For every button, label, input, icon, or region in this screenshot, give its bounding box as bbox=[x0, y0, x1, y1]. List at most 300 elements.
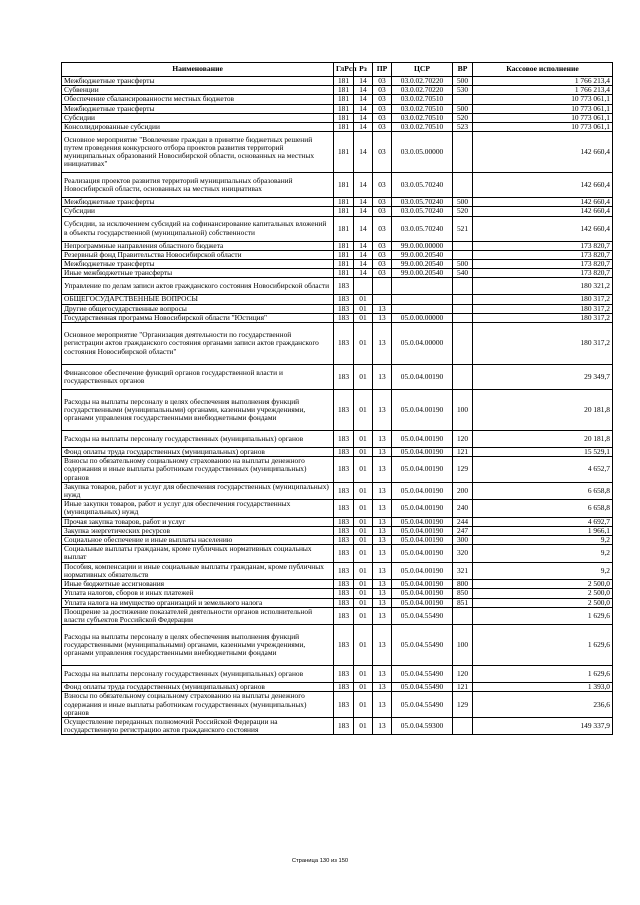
row-rz: 01 bbox=[354, 580, 373, 589]
col-header-rz: Рз bbox=[354, 63, 373, 77]
col-header-name: Наименование bbox=[62, 63, 334, 77]
row-vr: 521 bbox=[453, 216, 473, 241]
row-grs: 183 bbox=[334, 517, 354, 526]
row-amount: 15 529,1 bbox=[473, 448, 613, 457]
row-name: Реализация проектов развития территорий муниципальных образований Новосибирской области, основанных на местных инициативах bbox=[62, 173, 334, 198]
row-name: Взносы по обязательному социальному страхованию на выплаты денежного содержания и иные выплаты работникам государственных (муниципальных) органов bbox=[62, 457, 334, 483]
row-vr bbox=[453, 313, 473, 322]
row-vr: 120 bbox=[453, 431, 473, 448]
row-name: Межбюджетные трансферты bbox=[62, 104, 334, 113]
row-csr: 05.0.04.00190 bbox=[392, 589, 453, 598]
row-vr: 320 bbox=[453, 545, 473, 562]
row-amount: 6 658,8 bbox=[473, 482, 613, 499]
table-row bbox=[62, 304, 613, 313]
row-name: Иные межбюджетные трансферты bbox=[62, 269, 334, 278]
table-row bbox=[62, 717, 613, 734]
row-vr: 850 bbox=[453, 589, 473, 598]
row-csr: 05.0.04.00190 bbox=[392, 431, 453, 448]
page-number: Страница 130 из 150 bbox=[291, 858, 349, 864]
table-row bbox=[62, 77, 613, 86]
table-row bbox=[62, 517, 613, 526]
row-vr: 500 bbox=[453, 77, 473, 86]
row-name: Расходы на выплаты персоналу в целях обеспечения выполнения функций государственными (муниципальными) органами, казенными учреждениями, органами управления государственными внебюджетными фондами bbox=[62, 625, 334, 666]
table-row bbox=[62, 589, 613, 598]
row-amount: 9,2 bbox=[473, 545, 613, 562]
row-pr: 13 bbox=[373, 692, 392, 718]
row-rz: 14 bbox=[354, 123, 373, 132]
row-vr bbox=[453, 323, 473, 365]
table-row bbox=[62, 95, 613, 104]
row-csr: 05.0.04.00190 bbox=[392, 580, 453, 589]
col-header-grs: ГлРсп bbox=[334, 63, 354, 77]
row-rz: 14 bbox=[354, 132, 373, 173]
row-csr: 05.0.04.00190 bbox=[392, 598, 453, 607]
row-grs: 183 bbox=[334, 666, 354, 683]
row-grs: 181 bbox=[334, 104, 354, 113]
row-rz: 14 bbox=[354, 260, 373, 269]
row-rz: 14 bbox=[354, 104, 373, 113]
row-csr: 05.0.04.59300 bbox=[392, 717, 453, 734]
row-grs: 181 bbox=[334, 86, 354, 95]
row-vr bbox=[453, 132, 473, 173]
row-name: Субсидии bbox=[62, 113, 334, 122]
row-csr: 05.0.04.55490 bbox=[392, 666, 453, 683]
row-pr: 03 bbox=[373, 132, 392, 173]
table-row bbox=[62, 390, 613, 431]
row-rz: 01 bbox=[354, 562, 373, 579]
row-csr: 05.0.04.00190 bbox=[392, 517, 453, 526]
row-grs: 181 bbox=[334, 95, 354, 104]
row-csr: 05.0.04.55490 bbox=[392, 625, 453, 666]
row-pr: 03 bbox=[373, 216, 392, 241]
row-amount: 1 629,6 bbox=[473, 666, 613, 683]
row-rz: 14 bbox=[354, 198, 373, 207]
table-row bbox=[62, 607, 613, 624]
row-csr: 05.0.04.55490 bbox=[392, 683, 453, 692]
table-row bbox=[62, 365, 613, 390]
row-pr: 13 bbox=[373, 589, 392, 598]
row-csr: 03.0.05.70240 bbox=[392, 173, 453, 198]
row-rz: 14 bbox=[354, 207, 373, 216]
row-amount: 142 660,4 bbox=[473, 132, 613, 173]
row-amount: 173 820,7 bbox=[473, 250, 613, 259]
table-row bbox=[62, 104, 613, 113]
row-csr: 05.0.04.00190 bbox=[392, 448, 453, 457]
row-vr: 121 bbox=[453, 683, 473, 692]
row-name: Уплата налогов, сборов и иных платежей bbox=[62, 589, 334, 598]
row-vr: 523 bbox=[453, 123, 473, 132]
row-pr bbox=[373, 295, 392, 304]
row-name: Резервный фонд Правительства Новосибирской области bbox=[62, 250, 334, 259]
row-amount: 180 317,2 bbox=[473, 295, 613, 304]
row-rz: 01 bbox=[354, 500, 373, 517]
row-amount: 180 317,2 bbox=[473, 304, 613, 313]
table-row bbox=[62, 482, 613, 499]
table-row bbox=[62, 500, 613, 517]
row-name: Иные бюджетные ассигнования bbox=[62, 580, 334, 589]
row-rz: 01 bbox=[354, 545, 373, 562]
row-amount: 1 766 213,4 bbox=[473, 86, 613, 95]
row-name: Обеспечение сбалансированности местных бюджетов bbox=[62, 95, 334, 104]
row-pr: 03 bbox=[373, 77, 392, 86]
row-grs: 183 bbox=[334, 431, 354, 448]
row-amount: 6 658,8 bbox=[473, 500, 613, 517]
table-row bbox=[62, 323, 613, 365]
row-pr: 13 bbox=[373, 517, 392, 526]
row-vr bbox=[453, 95, 473, 104]
row-csr: 05.0.04.00190 bbox=[392, 457, 453, 483]
row-pr: 13 bbox=[373, 304, 392, 313]
row-csr: 03.0.05.70240 bbox=[392, 207, 453, 216]
row-rz: 14 bbox=[354, 173, 373, 198]
row-pr: 13 bbox=[373, 666, 392, 683]
row-name: Прочая закупка товаров, работ и услуг bbox=[62, 517, 334, 526]
row-csr: 05.0.04.00190 bbox=[392, 500, 453, 517]
row-rz: 14 bbox=[354, 95, 373, 104]
col-header-pr: ПР bbox=[373, 63, 392, 77]
row-rz: 14 bbox=[354, 113, 373, 122]
row-name: Фонд оплаты труда государственных (муниципальных) органов bbox=[62, 683, 334, 692]
row-name: Основное мероприятие "Организация деятельности по государственной регистрации актов гражданского состояния органами записи актов гражданского состояния Новосибирской области" bbox=[62, 323, 334, 365]
row-name: Межбюджетные трансферты bbox=[62, 260, 334, 269]
row-csr: 05.0.04.00190 bbox=[392, 536, 453, 545]
row-vr: 100 bbox=[453, 390, 473, 431]
row-grs: 183 bbox=[334, 625, 354, 666]
row-vr: 500 bbox=[453, 260, 473, 269]
row-csr: 99.0.00.00000 bbox=[392, 241, 453, 250]
row-name: ОБЩЕГОСУДАРСТВЕННЫЕ ВОПРОСЫ bbox=[62, 295, 334, 304]
row-name: Закупка товаров, работ и услуг для обеспечения государственных (муниципальных) нужд bbox=[62, 482, 334, 499]
row-vr: 100 bbox=[453, 625, 473, 666]
row-rz: 14 bbox=[354, 77, 373, 86]
row-pr: 13 bbox=[373, 625, 392, 666]
row-amount: 142 660,4 bbox=[473, 216, 613, 241]
row-name: Другие общегосударственные вопросы bbox=[62, 304, 334, 313]
row-pr: 13 bbox=[373, 717, 392, 734]
row-csr bbox=[392, 278, 453, 295]
row-vr: 129 bbox=[453, 692, 473, 718]
row-grs: 181 bbox=[334, 207, 354, 216]
row-grs: 183 bbox=[334, 323, 354, 365]
row-amount: 1 629,6 bbox=[473, 625, 613, 666]
row-rz: 14 bbox=[354, 269, 373, 278]
budget-execution-table bbox=[61, 62, 613, 735]
table-row bbox=[62, 132, 613, 173]
row-grs: 183 bbox=[334, 607, 354, 624]
table-row bbox=[62, 207, 613, 216]
row-csr: 05.0.04.55490 bbox=[392, 607, 453, 624]
row-pr: 03 bbox=[373, 173, 392, 198]
row-grs: 183 bbox=[334, 598, 354, 607]
row-amount: 10 773 061,1 bbox=[473, 113, 613, 122]
row-rz: 01 bbox=[354, 365, 373, 390]
row-csr: 05.0.00.00000 bbox=[392, 313, 453, 322]
table-row bbox=[62, 216, 613, 241]
col-header-vr: ВР bbox=[453, 63, 473, 77]
row-grs: 183 bbox=[334, 500, 354, 517]
row-grs: 181 bbox=[334, 77, 354, 86]
row-name: Непрограммные направления областного бюджета bbox=[62, 241, 334, 250]
row-amount: 10 773 061,1 bbox=[473, 104, 613, 113]
row-rz: 14 bbox=[354, 86, 373, 95]
row-pr: 13 bbox=[373, 457, 392, 483]
row-csr: 03.0.05.00000 bbox=[392, 132, 453, 173]
row-amount: 142 660,4 bbox=[473, 198, 613, 207]
row-grs: 181 bbox=[334, 216, 354, 241]
row-rz: 01 bbox=[354, 717, 373, 734]
row-csr: 03.0.05.70240 bbox=[392, 198, 453, 207]
row-rz: 01 bbox=[354, 683, 373, 692]
row-amount: 10 773 061,1 bbox=[473, 123, 613, 132]
row-vr bbox=[453, 717, 473, 734]
row-vr bbox=[453, 173, 473, 198]
row-grs: 181 bbox=[334, 132, 354, 173]
row-grs: 183 bbox=[334, 692, 354, 718]
row-grs: 181 bbox=[334, 198, 354, 207]
row-name: Взносы по обязательному социальному страхованию на выплаты денежного содержания и иные выплаты работникам государственных (муниципальных) органов bbox=[62, 692, 334, 718]
row-pr: 13 bbox=[373, 500, 392, 517]
row-vr bbox=[453, 304, 473, 313]
row-rz: 01 bbox=[354, 536, 373, 545]
row-pr: 03 bbox=[373, 207, 392, 216]
row-vr: 247 bbox=[453, 526, 473, 535]
row-name: Поощрение за достижение показателей деятельности органов исполнительной власти субъектов Российской Федерации bbox=[62, 607, 334, 624]
table-row bbox=[62, 666, 613, 683]
row-csr: 05.0.04.00000 bbox=[392, 323, 453, 365]
row-csr: 99.0.00.20540 bbox=[392, 269, 453, 278]
row-pr: 13 bbox=[373, 431, 392, 448]
table-row bbox=[62, 598, 613, 607]
table-row bbox=[62, 545, 613, 562]
row-vr: 520 bbox=[453, 207, 473, 216]
row-rz: 01 bbox=[354, 598, 373, 607]
row-name: Субвенции bbox=[62, 86, 334, 95]
row-csr: 99.0.00.20540 bbox=[392, 260, 453, 269]
row-rz: 01 bbox=[354, 517, 373, 526]
row-amount: 180 317,2 bbox=[473, 323, 613, 365]
row-rz: 01 bbox=[354, 457, 373, 483]
row-rz: 01 bbox=[354, 625, 373, 666]
row-name: Финансовое обеспечение функций органов государственной власти и государственных органов bbox=[62, 365, 334, 390]
row-amount: 10 773 061,1 bbox=[473, 95, 613, 104]
row-csr: 05.0.04.00190 bbox=[392, 365, 453, 390]
row-grs: 183 bbox=[334, 545, 354, 562]
row-rz: 01 bbox=[354, 295, 373, 304]
row-amount: 173 820,7 bbox=[473, 260, 613, 269]
row-pr: 13 bbox=[373, 313, 392, 322]
row-grs: 183 bbox=[334, 313, 354, 322]
row-amount: 29 349,7 bbox=[473, 365, 613, 390]
table-row bbox=[62, 313, 613, 322]
row-pr: 03 bbox=[373, 269, 392, 278]
row-vr bbox=[453, 365, 473, 390]
table-row bbox=[62, 278, 613, 295]
row-amount: 9,2 bbox=[473, 562, 613, 579]
row-amount: 173 820,7 bbox=[473, 269, 613, 278]
row-csr: 03.0.02.70220 bbox=[392, 77, 453, 86]
row-pr: 03 bbox=[373, 198, 392, 207]
table-row bbox=[62, 625, 613, 666]
row-rz: 01 bbox=[354, 692, 373, 718]
row-vr bbox=[453, 295, 473, 304]
row-vr: 300 bbox=[453, 536, 473, 545]
row-rz: 01 bbox=[354, 390, 373, 431]
row-pr: 13 bbox=[373, 536, 392, 545]
row-csr: 05.0.04.00190 bbox=[392, 390, 453, 431]
row-grs: 183 bbox=[334, 526, 354, 535]
row-amount: 1 766 213,4 bbox=[473, 77, 613, 86]
row-grs: 183 bbox=[334, 562, 354, 579]
row-name: Субсидии bbox=[62, 207, 334, 216]
row-name: Социальные выплаты гражданам, кроме публичных нормативных социальных выплат bbox=[62, 545, 334, 562]
row-csr: 05.0.04.00190 bbox=[392, 526, 453, 535]
row-rz: 01 bbox=[354, 526, 373, 535]
row-amount: 2 500,0 bbox=[473, 589, 613, 598]
table-row bbox=[62, 241, 613, 250]
row-grs: 181 bbox=[334, 260, 354, 269]
table-header-row bbox=[62, 63, 613, 77]
row-csr: 03.0.05.70240 bbox=[392, 216, 453, 241]
row-grs: 183 bbox=[334, 536, 354, 545]
row-grs: 183 bbox=[334, 304, 354, 313]
row-vr: 121 bbox=[453, 448, 473, 457]
row-pr: 03 bbox=[373, 260, 392, 269]
row-pr: 03 bbox=[373, 123, 392, 132]
row-grs: 183 bbox=[334, 448, 354, 457]
row-pr: 03 bbox=[373, 113, 392, 122]
row-pr: 13 bbox=[373, 562, 392, 579]
row-pr: 13 bbox=[373, 448, 392, 457]
row-grs: 183 bbox=[334, 589, 354, 598]
row-grs: 183 bbox=[334, 717, 354, 734]
row-amount: 1 629,6 bbox=[473, 607, 613, 624]
row-name: Пособия, компенсации и иные социальные выплаты гражданам, кроме публичных нормативных обязательств bbox=[62, 562, 334, 579]
row-vr: 244 bbox=[453, 517, 473, 526]
row-grs: 181 bbox=[334, 173, 354, 198]
table-body bbox=[62, 77, 613, 735]
row-amount: 1 966,1 bbox=[473, 526, 613, 535]
row-pr: 03 bbox=[373, 250, 392, 259]
row-vr bbox=[453, 241, 473, 250]
row-grs: 181 bbox=[334, 113, 354, 122]
row-csr: 03.0.02.70510 bbox=[392, 113, 453, 122]
row-vr: 120 bbox=[453, 666, 473, 683]
row-amount: 20 181,8 bbox=[473, 390, 613, 431]
table-row bbox=[62, 295, 613, 304]
row-name: Расходы на выплаты персоналу в целях обеспечения выполнения функций государственными (муниципальными) органами, казенными учреждениями, органами управления государственными внебюджетными фондами bbox=[62, 390, 334, 431]
row-pr: 13 bbox=[373, 683, 392, 692]
row-csr: 99.0.00.20540 bbox=[392, 250, 453, 259]
row-name: Уплата налога на имущество организаций и земельного налога bbox=[62, 598, 334, 607]
row-pr: 13 bbox=[373, 607, 392, 624]
row-amount: 9,2 bbox=[473, 536, 613, 545]
row-amount: 180 321,2 bbox=[473, 278, 613, 295]
row-csr bbox=[392, 304, 453, 313]
table-row bbox=[62, 198, 613, 207]
row-pr: 13 bbox=[373, 545, 392, 562]
row-rz: 01 bbox=[354, 313, 373, 322]
table-row bbox=[62, 431, 613, 448]
row-amount: 20 181,8 bbox=[473, 431, 613, 448]
row-amount: 1 393,0 bbox=[473, 683, 613, 692]
row-rz bbox=[354, 278, 373, 295]
row-csr: 05.0.04.00190 bbox=[392, 545, 453, 562]
row-vr: 500 bbox=[453, 104, 473, 113]
row-amount: 2 500,0 bbox=[473, 580, 613, 589]
row-name: Государственная программа Новосибирской области "Юстиция" bbox=[62, 313, 334, 322]
row-grs: 183 bbox=[334, 683, 354, 692]
row-rz: 14 bbox=[354, 241, 373, 250]
row-rz: 01 bbox=[354, 666, 373, 683]
row-name: Расходы на выплаты персоналу государственных (муниципальных) органов bbox=[62, 431, 334, 448]
row-pr: 03 bbox=[373, 86, 392, 95]
row-name: Фонд оплаты труда государственных (муниципальных) органов bbox=[62, 448, 334, 457]
row-grs: 183 bbox=[334, 278, 354, 295]
row-pr: 13 bbox=[373, 598, 392, 607]
row-name: Межбюджетные трансферты bbox=[62, 77, 334, 86]
col-header-csr: ЦСР bbox=[392, 63, 453, 77]
table-row bbox=[62, 269, 613, 278]
row-vr bbox=[453, 607, 473, 624]
row-vr: 851 bbox=[453, 598, 473, 607]
row-vr: 520 bbox=[453, 113, 473, 122]
table-row bbox=[62, 173, 613, 198]
row-grs: 181 bbox=[334, 241, 354, 250]
row-pr: 13 bbox=[373, 526, 392, 535]
row-vr: 240 bbox=[453, 500, 473, 517]
row-pr: 13 bbox=[373, 580, 392, 589]
row-csr: 05.0.04.00190 bbox=[392, 482, 453, 499]
table-row bbox=[62, 562, 613, 579]
row-pr: 13 bbox=[373, 390, 392, 431]
row-name: Основное мероприятие "Вовлечение граждан в принятие бюджетных решений путем проведения конкурсного отбора проектов развития территорий муниципальных образований Новосибирской области, основанных на местных инициативах" bbox=[62, 132, 334, 173]
row-csr: 03.0.02.70510 bbox=[392, 104, 453, 113]
row-grs: 183 bbox=[334, 580, 354, 589]
table-row bbox=[62, 123, 613, 132]
row-name: Субсидии, за исключением субсидий на софинансирование капитальных вложений в объекты государственной (муниципальной) собственности bbox=[62, 216, 334, 241]
row-pr: 13 bbox=[373, 482, 392, 499]
row-amount: 4 652,7 bbox=[473, 457, 613, 483]
row-csr: 05.0.04.00190 bbox=[392, 562, 453, 579]
row-grs: 183 bbox=[334, 390, 354, 431]
table-row bbox=[62, 692, 613, 718]
row-rz: 01 bbox=[354, 304, 373, 313]
row-name: Консолидированные субсидии bbox=[62, 123, 334, 132]
row-grs: 183 bbox=[334, 365, 354, 390]
row-rz: 01 bbox=[354, 323, 373, 365]
row-vr: 540 bbox=[453, 269, 473, 278]
row-vr: 129 bbox=[453, 457, 473, 483]
table-row bbox=[62, 457, 613, 483]
row-pr: 03 bbox=[373, 95, 392, 104]
row-vr: 800 bbox=[453, 580, 473, 589]
row-name: Закупка энергетических ресурсов bbox=[62, 526, 334, 535]
row-amount: 2 500,0 bbox=[473, 598, 613, 607]
row-csr bbox=[392, 295, 453, 304]
row-amount: 173 820,7 bbox=[473, 241, 613, 250]
row-grs: 183 bbox=[334, 457, 354, 483]
row-vr: 200 bbox=[453, 482, 473, 499]
row-pr: 03 bbox=[373, 104, 392, 113]
row-grs: 183 bbox=[334, 295, 354, 304]
row-pr: 13 bbox=[373, 323, 392, 365]
row-rz: 01 bbox=[354, 448, 373, 457]
row-grs: 181 bbox=[334, 250, 354, 259]
row-rz: 01 bbox=[354, 431, 373, 448]
row-rz: 14 bbox=[354, 250, 373, 259]
row-pr bbox=[373, 278, 392, 295]
row-csr: 03.0.02.70510 bbox=[392, 95, 453, 104]
